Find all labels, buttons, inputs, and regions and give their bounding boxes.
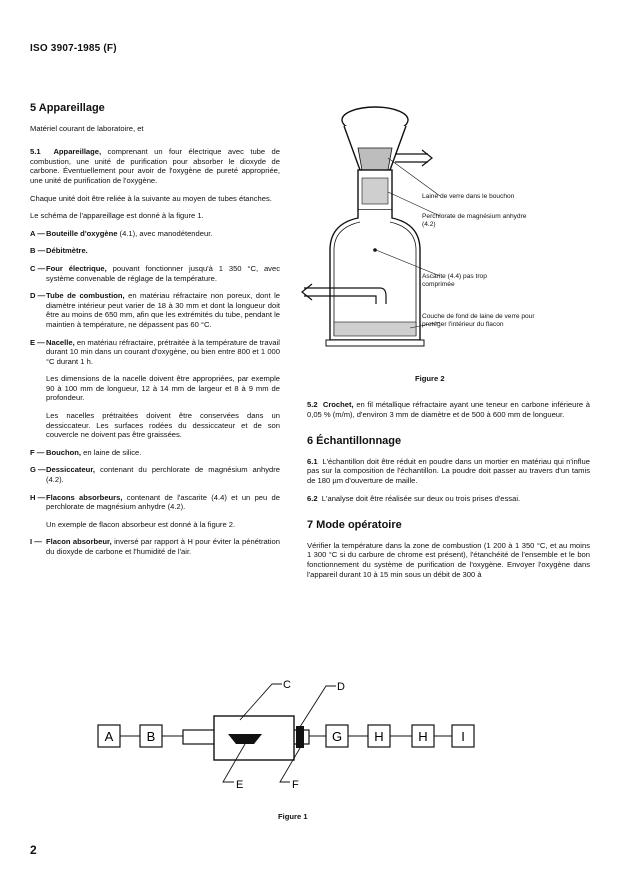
- section-7-title: 7 Mode opératoire: [307, 519, 402, 532]
- item-body: [46, 537, 280, 556]
- clause-text: L'échantillon doit être réduit en poudre dans un mortier en matériau qui n'influe pas sur la composition de l'échantillon. La poudre doit passer au travers d'un tamis de 180 µm d'ouverture de maille.: [307, 456, 590, 485]
- item-body: [46, 229, 280, 239]
- item-body: [46, 246, 280, 256]
- item-letter: F —: [30, 447, 45, 457]
- label-laine: Laine de verre dans le bouchon: [422, 193, 515, 200]
- figure-1-drawing: [90, 670, 490, 805]
- section-5-title: 5 Appareillage: [30, 102, 105, 114]
- figure-2-drawing: [300, 100, 450, 375]
- figure-2-caption: Figure 2: [415, 374, 445, 383]
- section-7-text: Vérifier la température dans la zone de combustion (1 200 à 1 350 °C, et au moins 1 300 °C si du carbure de chrome est présent), l'étanchéité de l'ensemble et le bon fonctionnement du système de purification de l'oxygène. Envoyer l'oxygène dans l'appareil durant 10 à 15 min sous un débit de 300 à: [307, 540, 590, 579]
- arrow-right-icon: [422, 150, 432, 166]
- label-ascarite: Ascarite (4.4) pas trop comprimée: [422, 273, 487, 288]
- callout-c-line: [240, 684, 282, 720]
- callout-f: F: [292, 779, 299, 791]
- clause-number: 6.2: [307, 493, 318, 503]
- left-column: [30, 104, 280, 565]
- clause-text: en fil métallique réfractaire ayant une teneur en carbone inférieure à 0,05 % (m/m), d'environ 3 mm de diamètre et de 500 à 600 mm de longueur.: [307, 400, 590, 419]
- perchlorate-layer: [362, 178, 388, 204]
- list-item: [30, 465, 280, 484]
- arrow-left-icon: [302, 284, 312, 300]
- item-body: [46, 493, 280, 512]
- glass-wool-plug: [358, 148, 392, 170]
- section-6-title: 6 Échantillonnage: [307, 435, 402, 448]
- item-letter: B —: [30, 246, 46, 256]
- item-heading: Bouchon,: [46, 447, 82, 457]
- item-text: inversé par rapport à H pour éviter la pénétration du dioxyde de carbone et l'humidité de l'air.: [46, 537, 280, 556]
- bottom-glass-wool: [334, 322, 416, 336]
- clause-text: comprenant un four électrique avec tube de combustion, une unité de purification pour absorber le dioxyde de carbone. Éventuellement pour avoir de l'oxygène de pureté appropriée, une unité de purification de l'oxygène.: [30, 147, 280, 185]
- clause-text: L'analyse doit être réalisée sur deux ou trois prises d'essai.: [321, 493, 521, 503]
- item-heading: Four électrique,: [46, 263, 107, 273]
- item-text: en matériau réfractaire, prétraitée à la température de travail durant 10 min dans un courant d'oxygène, ou bien entre 800 et 1 000 °C durant 1 h.: [46, 337, 280, 366]
- item-letter: E —: [30, 337, 45, 347]
- box-g-label: G: [331, 729, 343, 744]
- para-chaque: Chaque unité doit être reliée à la suivante au moyen de tubes étanches.: [30, 193, 272, 203]
- item-heading: Dessiccateur,: [46, 465, 95, 475]
- box-b-label: B: [146, 729, 156, 744]
- plug: [296, 726, 304, 748]
- item-heading: Nacelle,: [46, 337, 75, 347]
- right-column: [307, 400, 590, 587]
- list-item: [30, 448, 280, 458]
- para-schema: Le schéma de l'appareillage est donné à la figure 1.: [30, 211, 204, 221]
- item-body: [46, 264, 280, 283]
- item-text: contenant de l'ascarite (4.4) et un peu de perchlorate de magnésium anhydre (4.2).: [46, 492, 280, 512]
- list-item: [30, 291, 280, 329]
- item-heading: Débitmètre.: [46, 246, 88, 256]
- item-text: en laine de silice.: [81, 447, 142, 457]
- para-nacelles: Les nacelles prétraitées doivent être conservées dans un dessiccateur. Les surfaces rodées du dessiccateur et de son couvercle ne doivent pas être graissées.: [46, 411, 280, 440]
- para-dimensions: Les dimensions de la nacelle doivent être appropriées, par exemple 90 à 100 mm de longueur, 12 à 14 mm de largeur et 8 à 9 mm de profondeur.: [46, 374, 280, 403]
- list-item-i: [30, 537, 280, 556]
- equipment-list: [30, 229, 280, 367]
- clause-heading: Appareillage,: [53, 147, 102, 157]
- callout-d-line: [298, 686, 336, 730]
- list-item: [30, 338, 280, 367]
- callout-c: C: [283, 679, 291, 691]
- clause-6-1: [307, 457, 590, 486]
- clause-5-2: [307, 400, 590, 419]
- item-letter: H —: [30, 492, 46, 502]
- figure-1-caption: Figure 1: [278, 812, 308, 821]
- item-letter: A —: [30, 228, 45, 238]
- page-number: 2: [30, 843, 37, 857]
- clause-5-1: [30, 147, 280, 185]
- clause-number: 5.1: [30, 147, 41, 157]
- clause-number: 6.1: [307, 456, 318, 466]
- box-h2-label: H: [418, 729, 428, 744]
- list-item: [30, 493, 280, 512]
- label-couche: Couche de fond de laine de verre pour protéger l'intérieur du flacon: [422, 313, 535, 328]
- item-body: [46, 448, 280, 458]
- box-i-label: I: [461, 729, 465, 744]
- clause-6-2: [307, 494, 590, 504]
- clause-heading: Crochet,: [322, 400, 354, 409]
- item-text: en matériau réfractaire non poreux, dont le diamètre intérieur peut varier de 18 à 30 mm et dont la longueur doit être au moins de 650 mm, afin que les extrémités du tube, pendant le maintien à température, ne dépassent pas 60 °C.: [46, 291, 280, 329]
- item-text: (4.1), avec manodétendeur.: [117, 228, 213, 238]
- item-letter: I —: [30, 537, 42, 547]
- equipment-list-2: [30, 448, 280, 512]
- item-heading: Tube de combustion,: [46, 291, 125, 301]
- item-letter: C —: [30, 263, 46, 273]
- section-5-intro: Matériel courant de laboratoire, et: [30, 123, 144, 133]
- item-body: [46, 338, 280, 367]
- callout-d: D: [337, 681, 345, 693]
- box-h1-label: H: [374, 729, 384, 744]
- label-perchlorate: Perchlorate de magnésium anhydre (4.2): [422, 213, 527, 228]
- item-body: [46, 465, 280, 484]
- list-item: [30, 264, 280, 283]
- item-letter: G —: [30, 465, 46, 475]
- item-letter: D —: [30, 291, 46, 301]
- standard-header: ISO 3907-1985 (F): [30, 43, 117, 54]
- item-text: pouvant fonctionner jusqu'à 1 350 °C, avec système convenable de réglage de la température.: [46, 263, 280, 283]
- flask-base: [326, 340, 424, 346]
- para-flacon: Un exemple de flacon absorbeur est donné à la figure 2.: [46, 519, 236, 529]
- clause-number: 5.2: [307, 400, 318, 409]
- callout-e: E: [236, 779, 244, 791]
- item-body: [46, 291, 280, 329]
- list-item: [30, 246, 280, 256]
- item-heading: Flacons absorbeurs,: [46, 492, 123, 502]
- list-item: [30, 229, 280, 239]
- item-heading: Flacon absorbeur,: [46, 537, 112, 547]
- item-text: contenant du perchlorate de magnésium anhydre (4.2).: [46, 465, 280, 485]
- box-a-label: A: [104, 729, 114, 744]
- item-heading: Bouteille d'oxygène: [46, 228, 118, 238]
